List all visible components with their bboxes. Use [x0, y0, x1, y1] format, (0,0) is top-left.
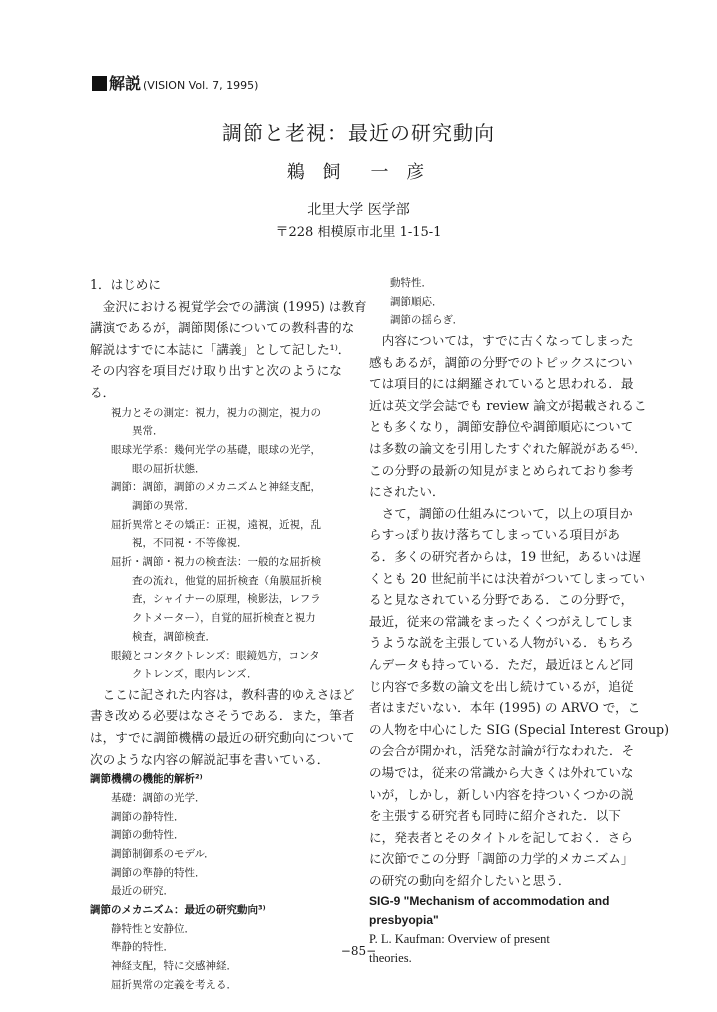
text-line: 内容については，すでに古くなってしまった: [369, 333, 634, 349]
author-name: 鵜 飼 一 彦: [286, 162, 431, 183]
text-line: とも多くなり，調節安静位や調節順応について: [369, 419, 634, 435]
text-line: 屈折異常の定義を考える．: [90, 978, 237, 991]
text-line: らすっぽり抜け落ちてしまっている項目があ: [369, 527, 620, 543]
text-line: 査，シャイナーの原理，検影法，レフラ: [90, 593, 321, 606]
text-line: 基礎：調節の光学．: [90, 791, 206, 804]
affiliation: 北里大学 医学部: [307, 202, 410, 218]
text-line: に次節でこの分野「調節の力学的メカニズム」: [369, 851, 634, 867]
article-header: [92, 71, 258, 94]
text-line: 眼球光学系：幾何光学の基礎，眼球の光学，: [90, 443, 321, 456]
text-line: の場では，従来の常識から大きくは外れていな: [369, 764, 634, 780]
text-line: 調節の揺らぎ．: [369, 314, 464, 327]
text-line: 異常．: [90, 425, 164, 438]
text-line: くとも 20 世紀前半には決着がついてしまってい: [369, 570, 645, 586]
black-square-icon: [92, 76, 107, 91]
text-line: 書き改める必要はなさそうである．また，筆者: [90, 708, 355, 724]
text-line: 次のような内容の解説記事を書いている．: [90, 751, 330, 767]
text-line: 準静的特性．: [90, 941, 174, 954]
text-line: ると見なされている分野である．この分野で，: [369, 592, 634, 608]
text-line: いが，しかし，新しい内容を持ついくつかの説: [369, 786, 634, 802]
text-line: 眼の屈折状態．: [90, 462, 206, 475]
text-line: 感もあるが，調節の分野でのトピックスについ: [369, 354, 633, 370]
text-line: 調節順応．: [369, 295, 443, 308]
article-type: 解説: [109, 74, 142, 93]
text-line: 調節：調節，調節のメカニズムと神経支配，: [90, 481, 321, 494]
text-line: 調節の準静的特性．: [90, 866, 206, 879]
text-line: る．多くの研究者からは，19 世紀，あるいは遅: [369, 549, 641, 564]
text-line: に，発表者とそのタイトルを記しておく．さら: [369, 829, 633, 845]
text-line: この分野の最新の知見がまとめられており参考: [369, 462, 634, 478]
text-line: 動特性．: [369, 277, 432, 289]
text-line: さて，調節の仕組みについて，以上の項目か: [369, 505, 633, 521]
text-line: P. L. Kaufman: Overview of present: [369, 931, 550, 946]
text-line: theories.: [369, 950, 412, 965]
text-line: を主張する研究者も同時に紹介された．以下: [369, 808, 621, 824]
text-line: ここに記された内容は，教科書的ゆえさほど: [90, 686, 355, 702]
text-line: の研究の動向を紹介したいと思う．: [369, 872, 571, 888]
text-line: 調節の動特性．: [90, 829, 185, 842]
text-line: 講演であるが，調節関係についての教科書的な: [90, 320, 355, 336]
text-line: クトレンズ，眼内レンズ．: [90, 668, 258, 681]
text-line: クトメーター），自覚的屈折検査と視力: [90, 612, 316, 625]
page-number: −85−: [340, 944, 377, 958]
text-line: 調節の静特性．: [90, 810, 185, 823]
right-column: [369, 274, 670, 968]
text-line: 視，不同視・不等像視．: [90, 537, 248, 550]
text-line: presbyopia": [369, 912, 439, 927]
text-line: 眼鏡とコンタクトレンズ：眼鏡処方，コンタ: [90, 649, 320, 662]
text-line: 調節の異常．: [90, 500, 195, 512]
text-line: る．: [90, 384, 116, 400]
text-line: 検査，調節検査．: [90, 630, 216, 643]
text-line: その内容を項目だけ取り出すと次のようにな: [90, 363, 342, 379]
article-source: (VISION Vol. 7, 1995): [143, 79, 259, 92]
address: 〒228 相模原市北里 1-15-1: [275, 225, 442, 240]
text-line: んデータも持っている．ただ，最近ほとんど同: [369, 656, 634, 672]
text-line: 調節制御系のモデル．: [90, 848, 215, 860]
text-line: 最近，従来の常識をまったくくつがえしてしま: [369, 613, 634, 629]
text-line: にされたい．: [369, 484, 445, 500]
text-line: の人物を中心にした SIG (Special Interest Group): [369, 721, 670, 737]
text-line: 神経支配，特に交感神経．: [90, 960, 237, 973]
text-line: は，すでに調節機構の最近の研究動向について: [90, 730, 355, 746]
text-line: ては項目的には網羅されていると思われる．最: [369, 376, 634, 392]
text-line: 1．はじめに: [90, 277, 161, 292]
text-line: 金沢における視覚学会での講演 (1995) は教育: [90, 298, 367, 314]
text-line: 調節機構の機能的解析²⁾: [90, 773, 203, 786]
text-line: 近は英文学会誌でも review 論文が掲載されるこ: [369, 397, 647, 413]
text-line: 最近の研究．: [90, 885, 174, 898]
text-line: じ内容で多数の論文を出し続けているが，追従: [369, 678, 634, 694]
text-line: は多数の論文を引用したすぐれた解説がある⁴⁵⁾．: [369, 441, 647, 457]
text-line: 視力とその測定：視力，視力の測定，視力の: [90, 406, 321, 419]
text-line: 査の流れ，他覚的屈折検査（角膜屈折検: [90, 574, 322, 587]
text-line: うような説を主張している人物がいる．もちろ: [369, 635, 634, 651]
text-line: 解説はすでに本誌に「講義」として記した¹⁾．: [90, 341, 351, 357]
text-line: の会合が開かれ，活発な討論が行なわれた．そ: [369, 743, 635, 759]
text-line: 屈折異常とその矯正：正視，遠視，近視，乱: [90, 518, 321, 531]
text-line: 静特性と安静位．: [90, 922, 195, 935]
text-line: SIG-9 "Mechanism of accommodation and: [369, 893, 610, 908]
article-title: 調節と老視：最近の研究動向: [222, 121, 495, 145]
text-line: 調節のメカニズム：最近の研究動向³⁾: [90, 904, 266, 917]
text-line: 屈折・調節・視力の検査法：一般的な屈折検: [90, 556, 321, 569]
text-line: 者はまだいない．本年 (1995) の ARVO で，こ: [369, 700, 641, 716]
